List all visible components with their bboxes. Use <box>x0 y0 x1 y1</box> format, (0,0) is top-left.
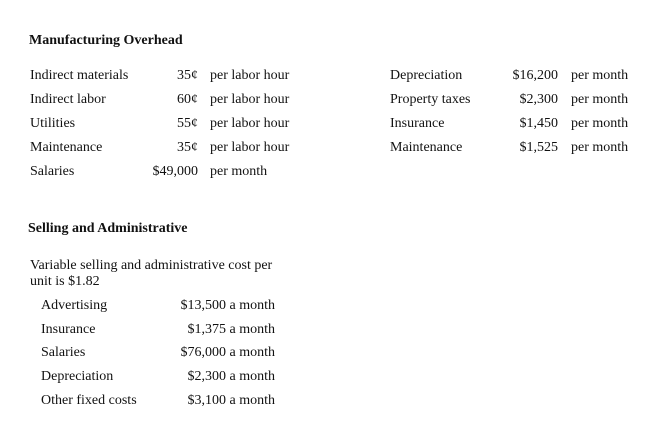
row-unit: per labor hour <box>210 140 290 155</box>
selling-admin-heading: Selling and Administrative <box>28 221 188 236</box>
row-amount: $3,100 a month <box>187 393 275 408</box>
row-unit: per month <box>571 140 629 155</box>
row-label: Advertising <box>41 298 108 313</box>
row-amount: 60¢ <box>177 92 198 107</box>
row-label: Maintenance <box>390 140 463 155</box>
row-amount: $2,300 <box>519 92 558 107</box>
row-amount: $1,525 <box>519 140 558 155</box>
variable-cost-note-line1: Variable selling and administrative cost per <box>30 258 273 273</box>
manufacturing-overhead-heading: Manufacturing Overhead <box>29 33 183 48</box>
row-label: Other fixed costs <box>41 393 137 408</box>
row-unit: per month <box>571 92 629 107</box>
row-amount: $13,500 a month <box>180 298 275 313</box>
row-label: Insurance <box>41 322 96 337</box>
row-amount: $76,000 a month <box>180 345 275 360</box>
row-amount: $16,200 <box>512 68 558 83</box>
row-unit: per labor hour <box>210 92 290 107</box>
row-label: Depreciation <box>41 369 114 384</box>
row-unit: per labor hour <box>210 68 290 83</box>
row-label: Depreciation <box>390 68 463 83</box>
row-label: Indirect labor <box>30 92 106 107</box>
row-amount: 35¢ <box>177 68 198 83</box>
row-label: Salaries <box>41 345 86 360</box>
row-amount: $1,450 <box>519 116 558 131</box>
row-label: Property taxes <box>390 92 471 107</box>
row-label: Maintenance <box>30 140 103 155</box>
row-unit: per month <box>571 68 629 83</box>
row-label: Utilities <box>30 116 76 131</box>
row-unit: per labor hour <box>210 116 290 131</box>
row-amount: 35¢ <box>177 140 198 155</box>
row-unit: per month <box>571 116 629 131</box>
row-label: Insurance <box>390 116 445 131</box>
row-amount: $49,000 <box>152 164 198 179</box>
row-label: Indirect materials <box>30 68 129 83</box>
variable-cost-note-line2: unit is $1.82 <box>30 274 100 289</box>
row-amount: $1,375 a month <box>187 322 275 337</box>
row-unit: per month <box>210 164 268 179</box>
row-amount: 55¢ <box>177 116 198 131</box>
row-label: Salaries <box>30 164 75 179</box>
row-amount: $2,300 a month <box>187 369 275 384</box>
